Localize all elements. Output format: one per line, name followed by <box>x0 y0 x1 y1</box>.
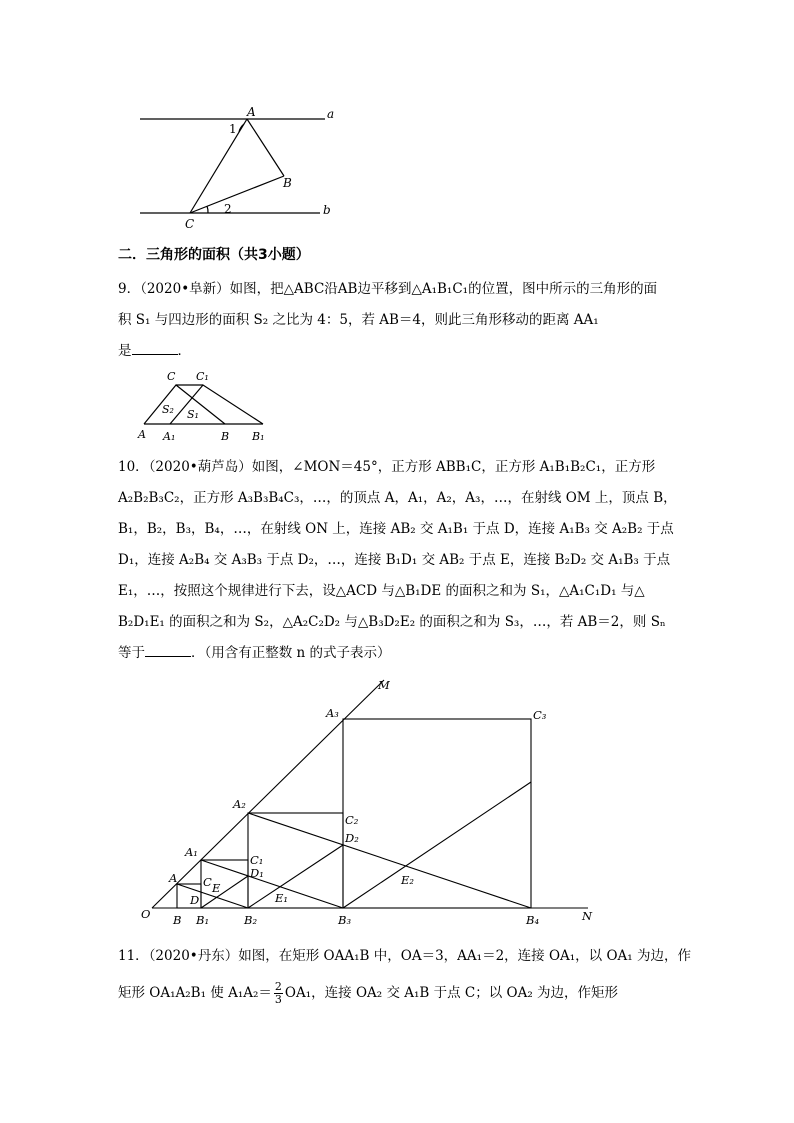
label-E: E <box>212 881 221 895</box>
label-A: A <box>138 428 146 441</box>
question-10 <box>118 452 678 669</box>
q10-line4: D₁，连接 A₂B₄ 交 A₃B₃ 于点 D₂，…，连接 B₁D₁ 交 AB₂ 于点 E，连接 B₂D₂ 交 A₁B₃ 于点 <box>118 552 671 568</box>
label-E1: E₁ <box>275 891 289 905</box>
label-C: C <box>203 875 212 889</box>
label-C3: C₃ <box>533 708 547 722</box>
label-A1: A₁ <box>163 430 176 443</box>
label-A3: A₃ <box>326 706 339 720</box>
q11-line1: 11．（2020•丹东）如图，在矩形 OAA₁B 中，OA＝3，AA₁＝2，连接 OA₁，以 OA₁ 为边，作 <box>118 948 691 964</box>
label-C2: C₂ <box>345 813 359 827</box>
q9-line2: 积 S₁ 与四边形的面积 S₂ 之比为 4：5，若 AB＝4，则此三角形移动的距离 AA₁ <box>118 312 599 328</box>
label-A1: A₁ <box>185 845 198 859</box>
label-B2: B₂ <box>244 913 258 927</box>
q11-source: （2020•丹东） <box>148 948 239 964</box>
label-b: b <box>323 203 331 217</box>
segment-A1B3 <box>201 860 343 908</box>
segment-ac <box>190 119 247 213</box>
fraction-two-thirds: $\frac{2}{3}$ <box>274 980 282 1006</box>
label-C1: C₁ <box>196 370 209 383</box>
segment-B3D3 <box>343 782 531 908</box>
segment-cb <box>190 176 284 213</box>
label-D1: D₁ <box>250 866 264 880</box>
q9-source: （2020•阜新） <box>140 281 230 297</box>
figure-q9-triangles <box>132 368 282 446</box>
segment-ab <box>247 119 284 176</box>
label-O: O <box>141 907 151 921</box>
figure-parallel-lines <box>130 100 350 232</box>
q9-answer-blank[interactable] <box>132 342 178 355</box>
label-angle-2: 2 <box>224 202 232 216</box>
label-B4: B₄ <box>526 913 540 927</box>
question-11 <box>118 941 691 1009</box>
label-C1: C₁ <box>250 853 264 867</box>
label-A2: A₂ <box>233 797 246 811</box>
label-E2: E₂ <box>401 873 415 887</box>
label-C: C <box>185 217 195 231</box>
q10-line6: B₂D₁E₁ 的面积之和为 S₂，△A₂C₂D₂ 与△B₃D₂E₂ 的面积之和为 S₃，…，若 AB＝2，则 Sₙ <box>118 614 666 630</box>
angle-2-arc <box>207 206 208 213</box>
section-heading: 二．三角形的面积（共3小题） <box>118 247 310 263</box>
q11-number: 11． <box>118 948 149 964</box>
q9-text-1: 如图，把△ABC沿AB边平移到△A₁B₁C₁的位置，图中所示的三角形的面 <box>229 281 658 297</box>
q10-line2: A₂B₂B₃C₂，正方形 A₃B₃B₄C₃，…，的顶点 A，A₁，A₂，A₃，…，在射线 OM 上，顶点 B， <box>118 490 677 506</box>
label-M: M <box>378 678 390 692</box>
label-B1: B₁ <box>196 913 210 927</box>
q10-line5: E₁，…，按照这个规律进行下去，设△ACD 与△B₁DE 的面积之和为 S₁，△A₁C₁D₁ 与△ <box>118 583 645 599</box>
label-angle-1: 1 <box>229 122 237 136</box>
label-B: B <box>283 176 292 190</box>
label-S2: S₂ <box>162 403 174 416</box>
q10-line3: B₁，B₂，B₃，B₄，…，在射线 ON 上，连接 AB₂ 交 A₁B₁ 于点 D，连接 A₁B₃ 交 A₂B₂ 于点 <box>118 521 674 537</box>
label-D: D <box>190 893 200 907</box>
segment-A2B4 <box>248 813 531 908</box>
q10-line7: 等于 ．（用含有正整数 n 的式子表示） <box>118 645 391 661</box>
label-B: B <box>221 430 230 443</box>
q9-number: 9． <box>118 281 141 297</box>
label-B3: B₃ <box>338 913 352 927</box>
q9-line1 <box>118 274 678 305</box>
q9-line3: 是 ． <box>118 343 191 359</box>
label-B: B <box>173 913 182 927</box>
label-a: a <box>327 107 335 121</box>
label-C: C <box>167 370 176 383</box>
figure-q10-squares <box>130 672 610 930</box>
q10-number: 10． <box>118 459 149 475</box>
label-A: A <box>247 105 256 119</box>
q10-line1: 10．（2020•葫芦岛）如图，∠MON＝45°，正方形 ABB₁C，正方形 A₁B₁B₂C₁，正方形 <box>118 459 656 475</box>
square-A3B3B4C3 <box>343 719 531 908</box>
label-N: N <box>582 909 593 923</box>
question-9 <box>118 274 678 367</box>
label-D2: D₂ <box>345 831 359 845</box>
label-B1: B₁ <box>252 430 265 443</box>
label-A: A <box>169 871 178 885</box>
label-S1: S₁ <box>187 408 199 421</box>
q10-source: （2020•葫芦岛） <box>148 459 252 475</box>
ray-OM <box>152 680 384 908</box>
q11-line2: 矩形 OA₁A₂B₁ 使 A₁A₂＝ $\frac{2}{3}$ OA₁，连接 OA₂ 交 A₁B 于点 C；以 OA₂ 为边，作矩形 <box>118 980 619 1006</box>
q10-answer-blank[interactable] <box>145 644 191 657</box>
